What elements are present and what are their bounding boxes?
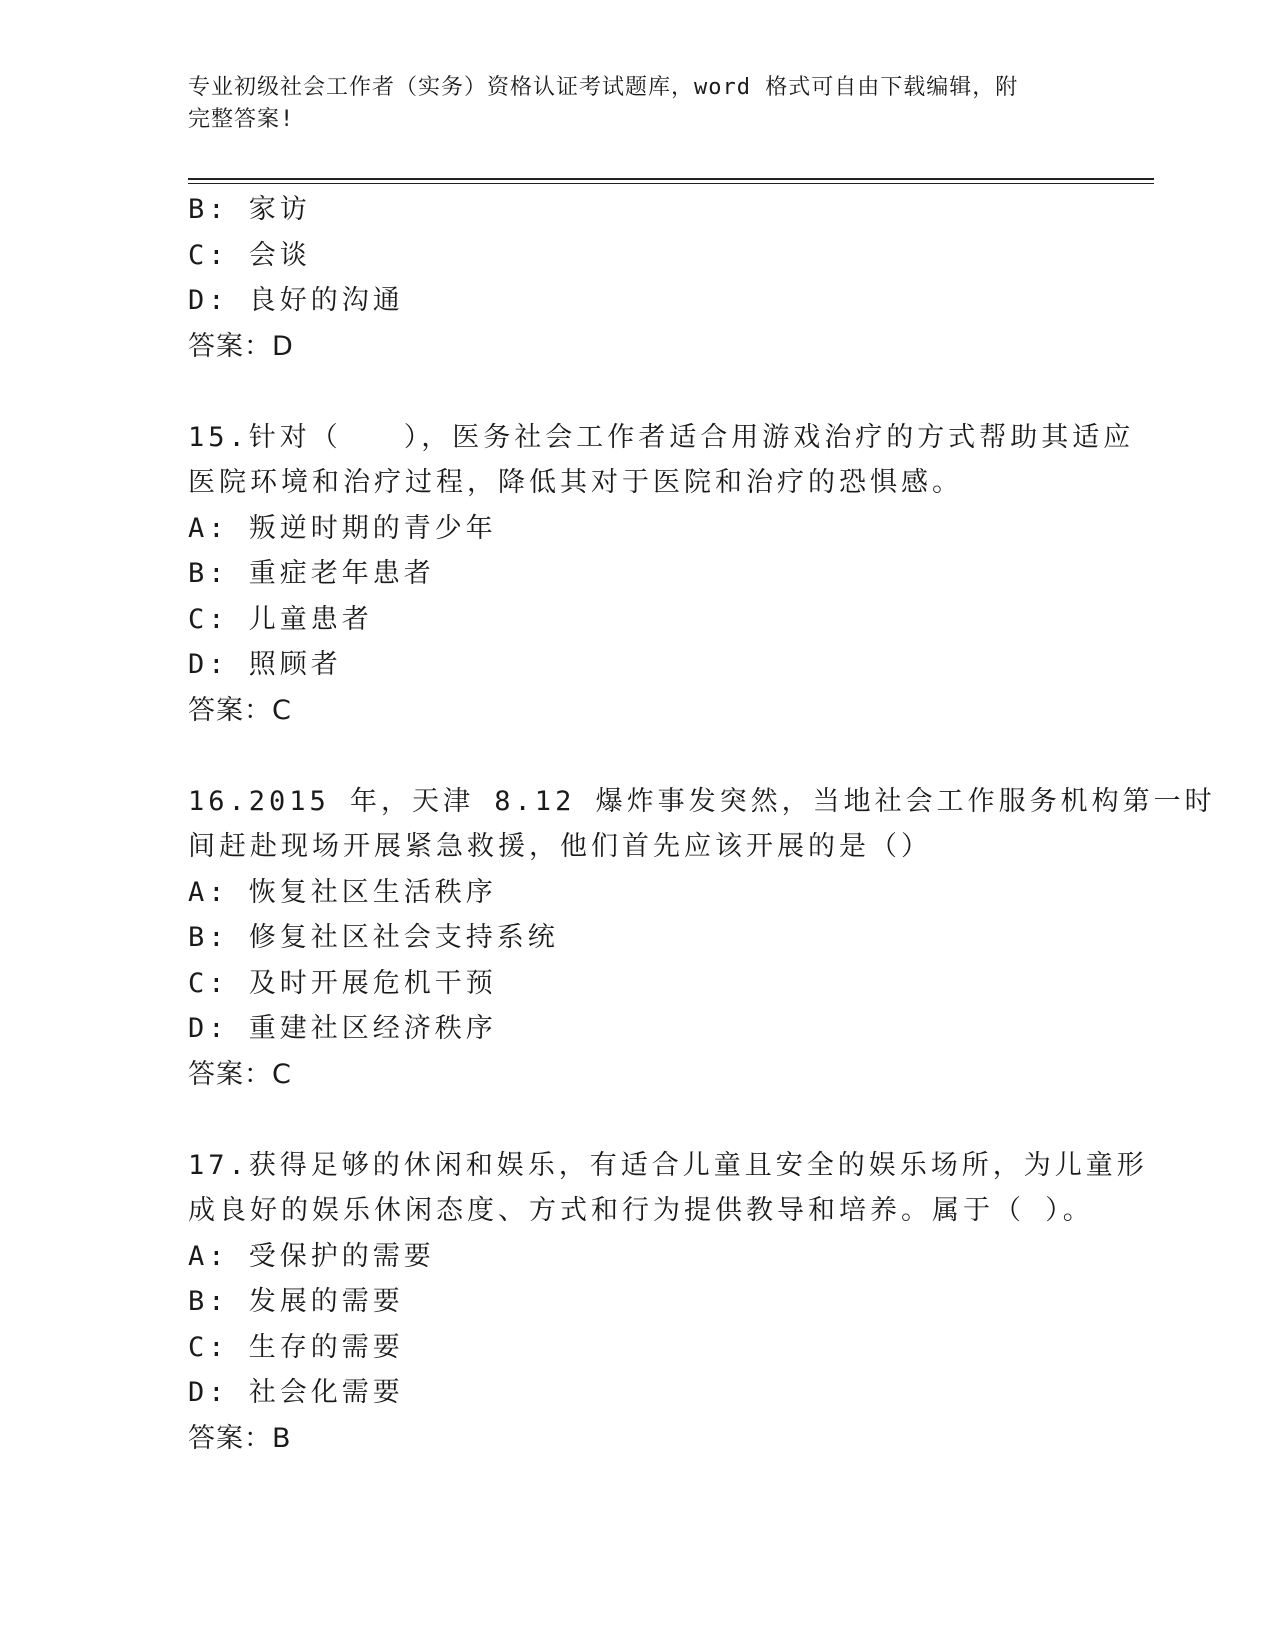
option-b: B: 家访 xyxy=(188,194,311,225)
option-c: C: 儿童患者 xyxy=(188,603,373,635)
option-d: D: 良好的沟通 xyxy=(188,285,404,316)
option-b: B: 重症老年患者 xyxy=(188,558,435,589)
question-stem-line: 成良好的娱乐休闲态度、方式和行为提供教导和培养。属于（ ）。 xyxy=(188,1195,1094,1226)
option-a: A: 恢复社区生活秩序 xyxy=(188,876,497,908)
question-stem-line: 16.2015 年，天津 8.12 爆炸事发突然，当地社会工作服务机构第一时 xyxy=(188,785,1216,817)
question-stem-line: 15.针对（ ），医务社会工作者适合用游戏治疗的方式帮助其适应 xyxy=(188,421,1135,453)
answer-line: 答案：D xyxy=(188,330,294,362)
question-15 xyxy=(188,415,1135,734)
option-c: C: 会谈 xyxy=(188,239,311,271)
answer-line: 答案：B xyxy=(188,1422,292,1454)
header-divider-thick xyxy=(188,178,1154,180)
option-d: D: 社会化需要 xyxy=(188,1377,404,1408)
carryover-question xyxy=(188,187,1088,369)
answer-line: 答案：C xyxy=(188,694,292,726)
option-a: A: 受保护的需要 xyxy=(188,1240,435,1272)
question-stem-line: 17.获得足够的休闲和娱乐，有适合儿童且安全的娱乐场所，为儿童形 xyxy=(188,1149,1148,1181)
spacer xyxy=(188,369,1088,415)
option-a: A: 叛逆时期的青少年 xyxy=(188,512,497,544)
header-divider-thin xyxy=(188,183,1154,184)
header-line-2: 完整答案! xyxy=(188,107,295,132)
spacer xyxy=(188,733,1088,779)
option-c: C: 生存的需要 xyxy=(188,1331,404,1363)
option-c: C: 及时开展危机干预 xyxy=(188,967,497,999)
option-d: D: 照顾者 xyxy=(188,649,342,680)
page-header xyxy=(188,72,1068,136)
document-body xyxy=(188,187,1216,1461)
header-line-1: 专业初级社会工作者（实务）资格认证考试题库，word 格式可自由下载编辑，附 xyxy=(188,75,1019,100)
spacer xyxy=(188,1097,1088,1143)
question-stem-line: 间赶赴现场开展紧急救援，他们首先应该开展的是（） xyxy=(188,831,932,862)
question-17 xyxy=(188,1143,1148,1462)
option-d: D: 重建社区经济秩序 xyxy=(188,1013,497,1044)
option-b: B: 修复社区社会支持系统 xyxy=(188,922,559,953)
question-stem-line: 医院环境和治疗过程，降低其对于医院和治疗的恐惧感。 xyxy=(188,467,963,498)
question-16 xyxy=(188,779,1216,1098)
option-b: B: 发展的需要 xyxy=(188,1286,404,1317)
answer-line: 答案：C xyxy=(188,1058,292,1090)
